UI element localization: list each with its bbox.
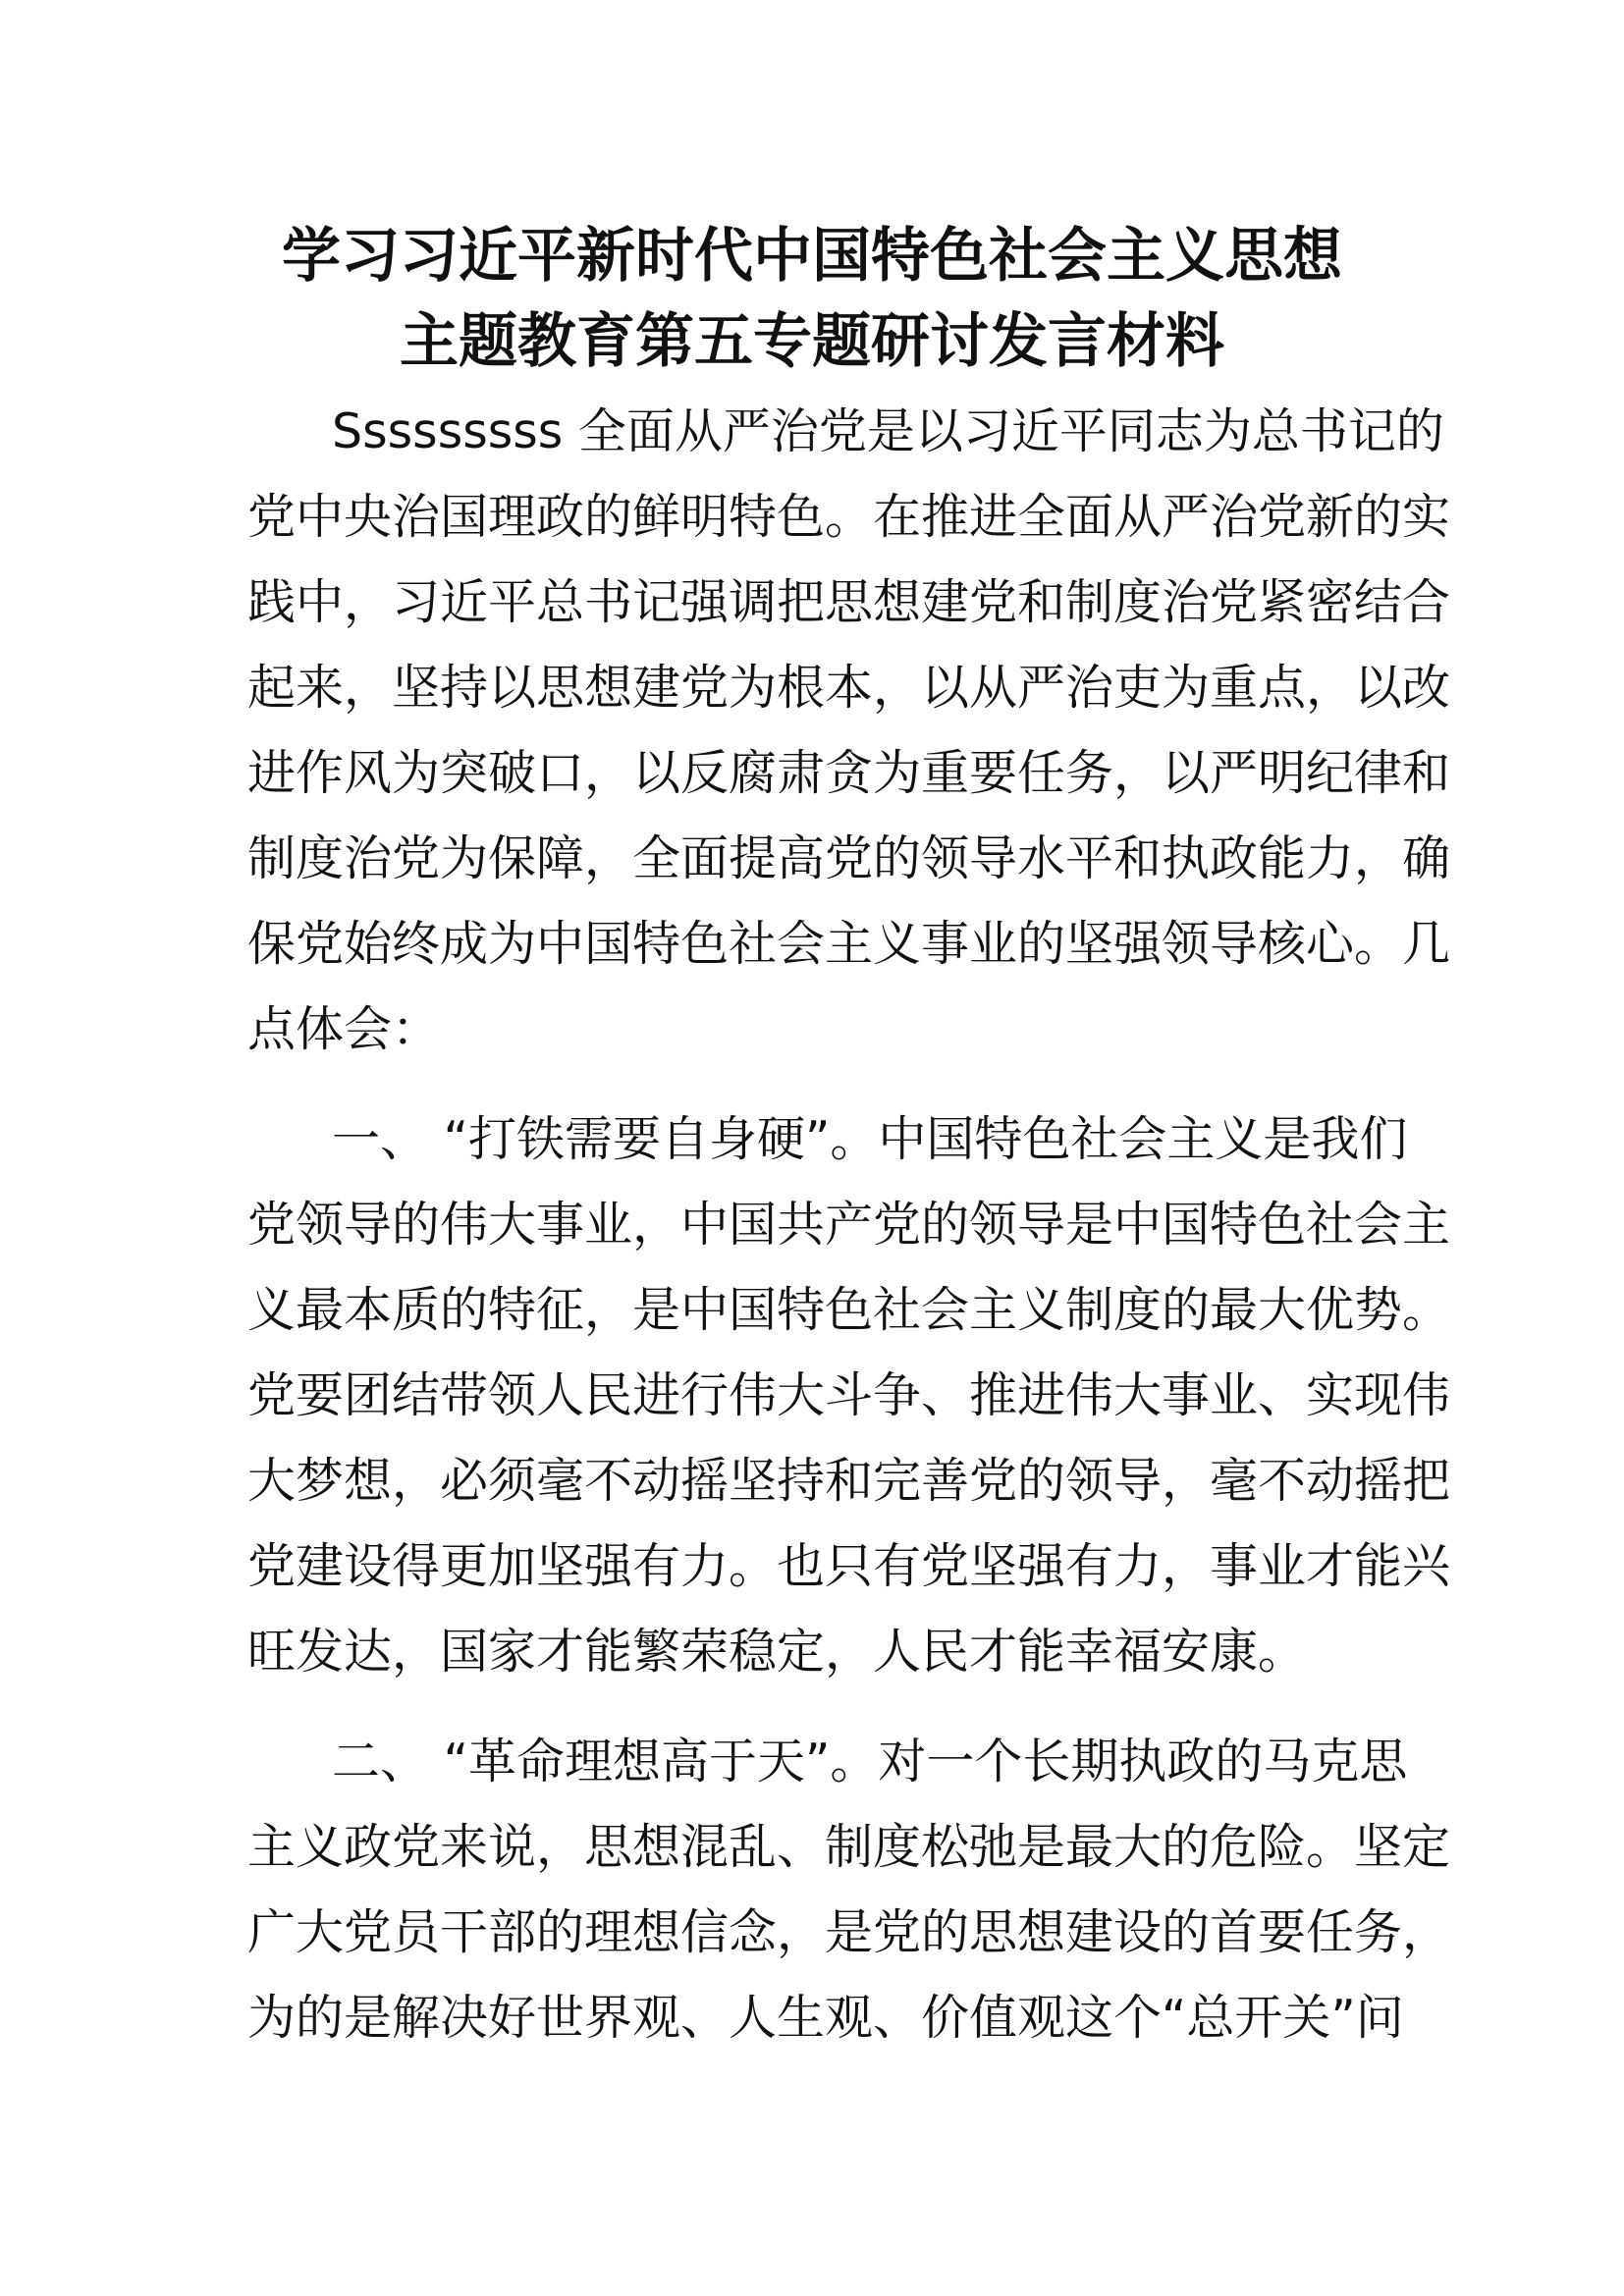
paragraph-3-line: 主义政党来说，思想混乱、制度松弛是最大的危险。坚定: [247, 1819, 1451, 1875]
paragraph-1-line: 进作风为突破口，以反腐肃贪为重要任务，以严明纪律和: [247, 745, 1451, 801]
paragraph-3-line: 二、 “革命理想高于天”。对一个长期执政的马克思: [332, 1734, 1408, 1789]
paragraph-2-line: 党要团结带领人民进行伟大斗争、推进伟大事业、实现伟: [247, 1367, 1451, 1423]
document-title-line-1: 学习习近平新时代中国特色社会主义思想: [282, 222, 1342, 291]
paragraph-2-line: 大梦想，必须毫不动摇坚持和完善党的领导，毫不动摇把: [247, 1453, 1451, 1509]
paragraph-2-line: 党领导的伟大事业，中国共产党的领导是中国特色社会主: [247, 1197, 1451, 1253]
paragraph-1-line: 党中央治国理政的鲜明特色。在推进全面从严治党新的实: [247, 489, 1451, 545]
paragraph-2-line: 党建设得更加坚强有力。也只有党坚强有力，事业才能兴: [247, 1538, 1451, 1594]
paragraph-1-line: 点体会：: [247, 1001, 441, 1057]
paragraph-2-line: 旺发达，国家才能繁荣稳定，人民才能幸福安康。: [247, 1624, 1307, 1680]
paragraph-1-line: 保党始终成为中国特色社会主义事业的坚强领导核心。几: [247, 916, 1451, 972]
paragraph-2-line: 一、 “打铁需要自身硬”。中国特色社会主义是我们: [332, 1111, 1408, 1167]
paragraph-1-line: 践中，习近平总书记强调把思想建党和制度治党紧密结合: [247, 574, 1451, 630]
paragraph-1-line: 制度治党为保障，全面提高党的领导水平和执政能力，确: [247, 830, 1451, 886]
paragraph-3-line: 为的是解决好世界观、人生观、价值观这个“总开关”问: [247, 1990, 1404, 2046]
paragraph-1-line: Sssssssss 全面从严治党是以习近平同志为总书记的: [332, 403, 1444, 459]
paragraph-1-line: 起来，坚持以思想建党为根本，以从严治吏为重点，以改: [247, 660, 1451, 716]
document-title-line-2: 主题教育第五专题研讨发言材料: [400, 307, 1224, 376]
paragraph-3-line: 广大党员干部的理想信念，是党的思想建设的首要任务，: [247, 1904, 1451, 1960]
paragraph-2-line: 义最本质的特征，是中国特色社会主义制度的最大优势。: [247, 1282, 1451, 1338]
